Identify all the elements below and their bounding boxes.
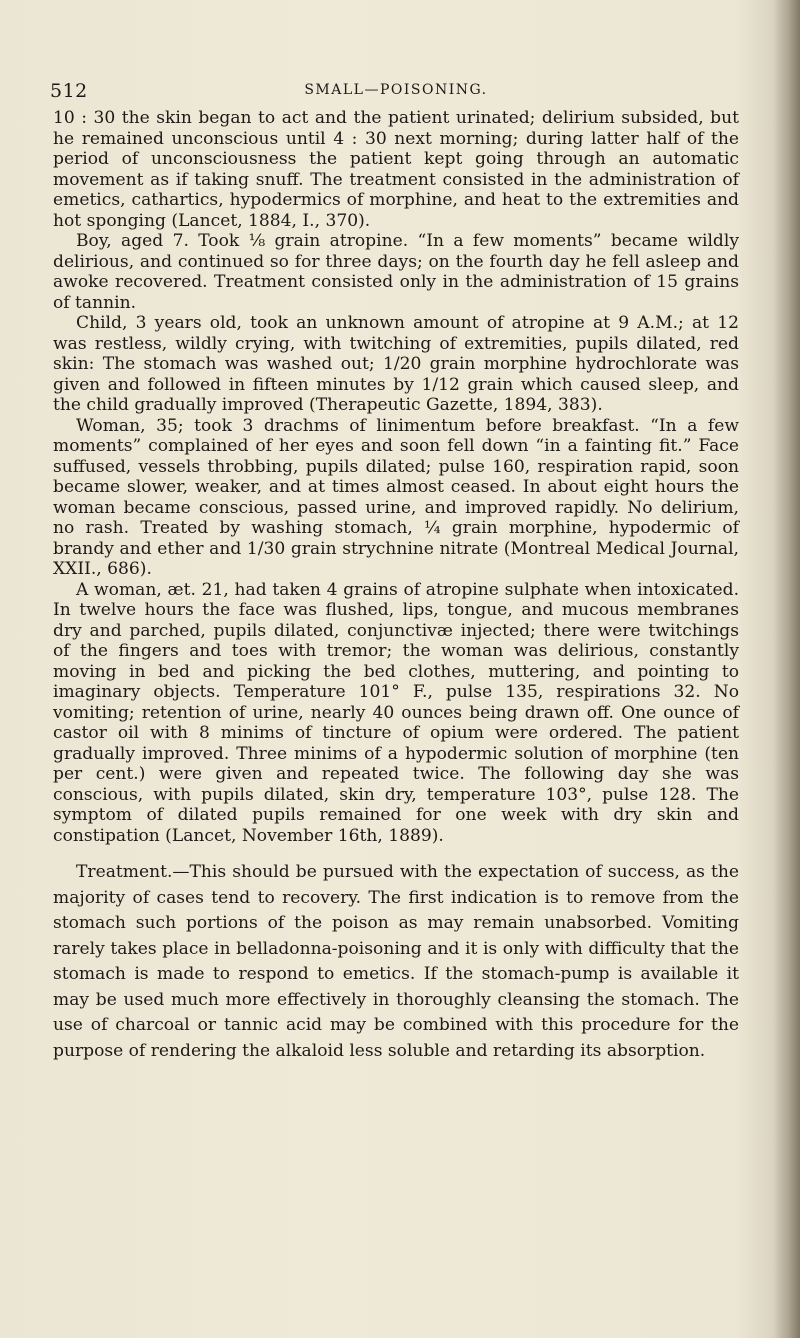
running-title: SMALL—POISONING.	[304, 82, 488, 98]
paragraph: Child, 3 years old, took an unknown amount of atropine at 9 A.M.; at 12 was restless, wildly crying, with twitching of extremities, pupils dilated, red skin: The stomach was washed out; 1/20 grain morphine hydrochlorate was given and followed in fifteen minutes by 1/12 grain which caused sleep, and the child gradually improved (Therapeutic Gazette, 1894, 383).	[53, 313, 739, 415]
page-number: 512	[50, 80, 88, 102]
paragraph: Boy, aged 7. Took ⅛ grain atropine. “In a few moments” became wildly delirious, and continued so for three days; on the fourth day he fell asleep and awoke recovered. Treatment consisted only in the administration of 15 grains of tannin.	[53, 231, 739, 313]
paragraph: 10 : 30 the skin began to act and the patient urinated; delirium subsided, but he remained unconscious until 4 : 30 next morning; during latter half of the period of unconsciousness the patient kept going through an automatic movement as if taking snuff. The treatment consisted in the administration of emetics, cathartics, hypodermics of morphine, and heat to the extremities and hot sponging (Lancet, 1884, I., 370).	[53, 108, 739, 231]
paragraph: Woman, 35; took 3 drachms of linimentum before breakfast. “In a few moments” complained of her eyes and soon fell down “in a fainting fit.” Face suffused, vessels throbbing, pupils dilated; pulse 160, respiration rapid, soon became slower, weaker, and at times almost ceased. In about eight hours the woman became conscious, passed urine, and improved rapidly. No delirium, no rash. Treated by washing stomach, ¼ grain morphine, hypodermic of brandy and ether and 1/30 grain strychnine nitrate (Montreal Medical Journal, XXII., 686).	[53, 415, 739, 579]
paragraph: A woman, æt. 21, had taken 4 grains of atropine sulphate when intoxicated. In twelve hours the face was flushed, lips, tongue, and mucous membranes dry and parched, pupils dilated, conjunctivæ injected; there were twitchings of the fingers and toes with tremor; the woman was delirious, constantly moving in bed and picking the bed clothes, muttering, and pointing to imaginary objects. Temperature 101° F., pulse 135, respirations 32. No vomiting; retention of urine, nearly 40 ounces being drawn off. One ounce of castor oil with 8 minims of tincture of opium were ordered. The patient gradually improved. Three minims of a hypodermic solution of morphine (ten per cent.) were given and repeated twice. The following day she was conscious, with pupils dilated, skin dry, temperature 103°, pulse 128. The symptom of dilated pupils remained for one week with dry skin and constipation (Lancet, November 16th, 1889).	[53, 579, 739, 846]
page-edge-shadow	[772, 0, 800, 1338]
treatment-paragraph: Treatment.—This should be pursued with the expectation of success, as the majority of cases tend to recovery. The first indication is to remove from the stomach such portions of the poison as may remain unabsorbed. Vomiting rarely takes place in belladonna-poisoning and it is only with difficulty that the stomach is made to respond to emetics. If the stomach-pump is available it may be used much more effectively in thoroughly cleansing the stomach. The use of charcoal or tannic acid may be combined with this procedure for the purpose of rendering the alkaloid less soluble and retarding its absorption.	[53, 862, 739, 1061]
body-text	[53, 108, 739, 1064]
page-header	[50, 80, 742, 106]
